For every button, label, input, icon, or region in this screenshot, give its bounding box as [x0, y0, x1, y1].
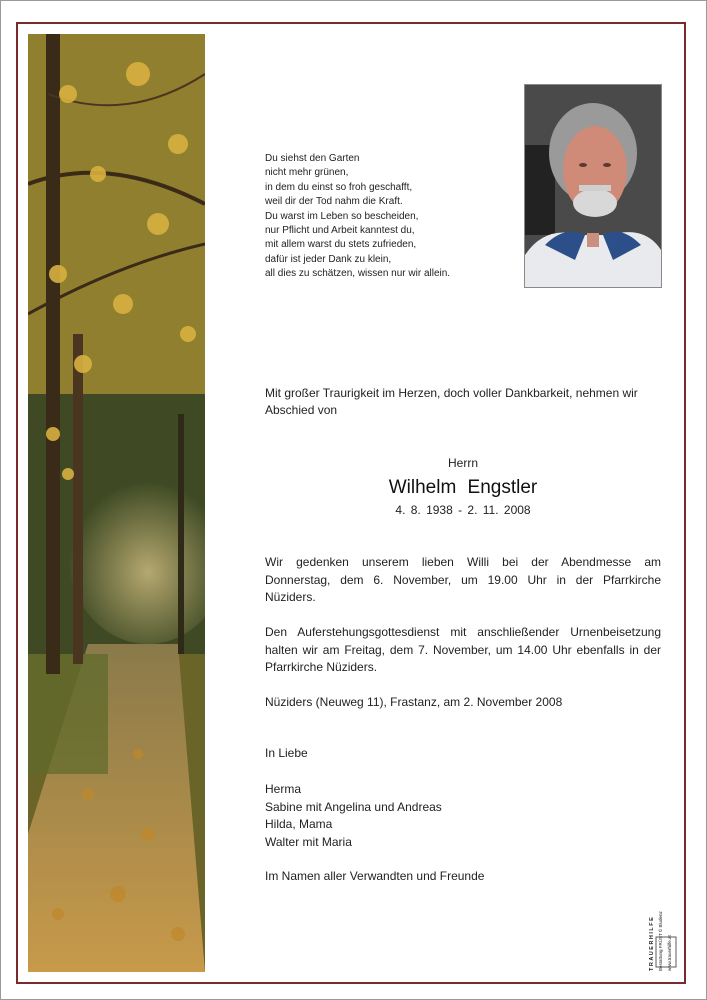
logo-brand: TRAUERHILFE [649, 915, 655, 971]
honorific: Herrn [447, 456, 478, 470]
memorial-poem [265, 152, 515, 282]
family-list [265, 781, 442, 851]
family-member: Sabine mit Angelina und Andreas [265, 799, 442, 814]
intro-text: Mit großer Traurigkeit im Herzen, doch voller Dankbarkeit, nehmen wir Abschied von [265, 386, 638, 417]
deceased-name: Wilhelm Engstler [388, 477, 538, 498]
poem-line: all dies zu schätzen, wissen nur wir allein. [265, 268, 451, 280]
poem-line: nicht mehr grünen, [265, 167, 349, 179]
logo-line1: Bestattung FRÜST © Bludenz [658, 911, 663, 971]
poem-line: in dem du einst so froh geschafft, [265, 181, 413, 193]
funeral-paragraph: Den Auferstehungsgottesdienst mit anschließender Urnenbeisetzung halten wir am Freitag, dem 7. November, um 14.00 Uhr ebenfalls in der Pfarrkirche Nüziders. [265, 625, 661, 674]
poem-line: dafür ist jeder Dank zu klein, [265, 253, 392, 265]
mass-paragraph: Wir gedenken unserem lieben Willi bei der Abendmesse am Donnerstag, dem 6. November, um 19.00 Uhr in der Pfarrkirche Nüziders. [265, 555, 661, 604]
portrait-photo [524, 84, 662, 288]
signoff: Im Namen aller Verwandten und Freunde [265, 869, 485, 883]
poem-line: nur Pflicht und Arbeit kanntest du, [265, 225, 415, 237]
place-date: Nüziders (Neuweg 11), Frastanz, am 2. November 2008 [265, 695, 563, 709]
family-member: Herma [265, 782, 302, 796]
in-love: In Liebe [265, 746, 308, 760]
poem-line: mit allem warst du stets zufrieden, [265, 239, 417, 251]
family-member: Hilda, Mama [265, 817, 333, 831]
funeral-home-logo [646, 875, 680, 975]
poem-line: Du warst im Leben so bescheiden, [265, 210, 419, 222]
forest-image [28, 34, 205, 972]
family-member: Walter mit Maria [265, 834, 352, 849]
logo-line2: www.trauerhilfe.at [667, 935, 672, 971]
poem-line: weil dir der Tod nahm die Kraft. [265, 196, 403, 208]
life-dates: 4. 8. 1938 - 2. 11. 2008 [395, 503, 531, 517]
poem-line: Du siehst den Garten [265, 153, 360, 164]
